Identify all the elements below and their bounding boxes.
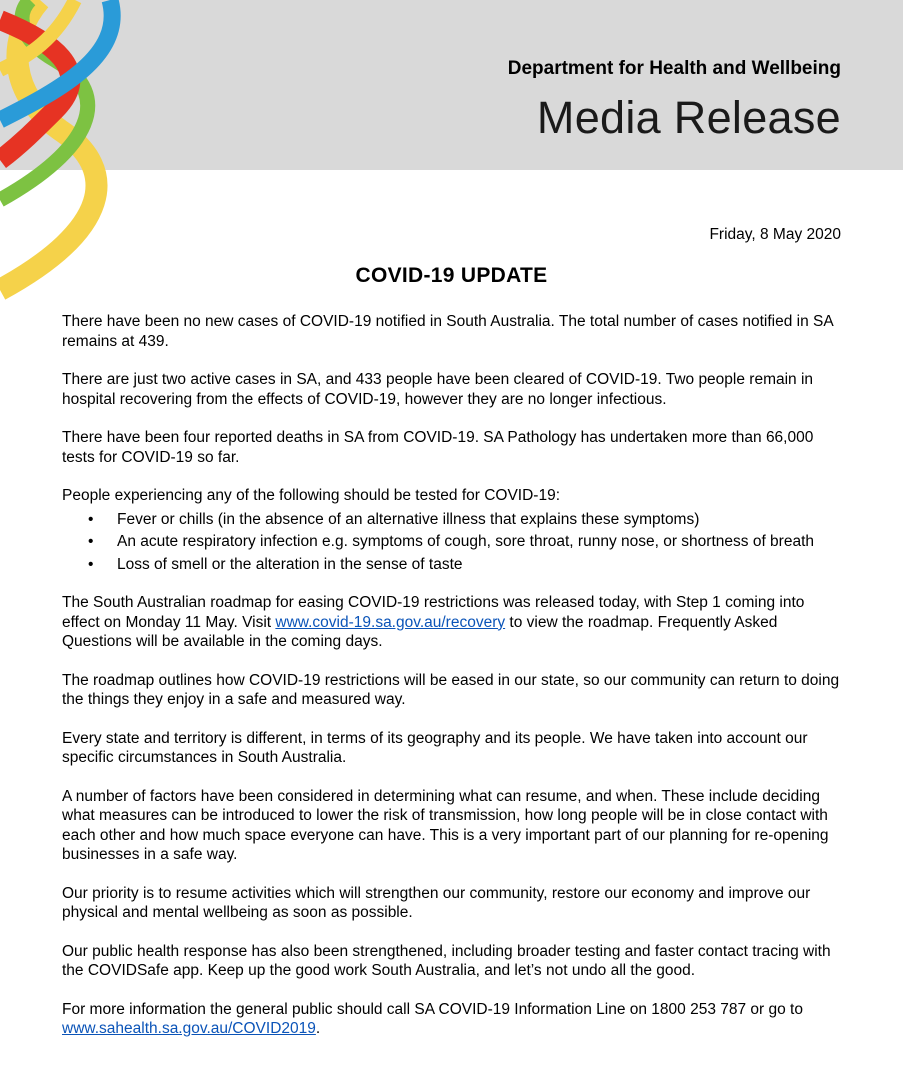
symptom-list-item: • Fever or chills (in the absence of an alternative illness that explains these symptoms) xyxy=(62,510,844,530)
roadmap-text-after: to view the roadmap. Frequently Asked Questions will be available in the coming days. xyxy=(62,613,778,650)
paragraph-testing-intro: People experiencing any of the following should be tested for COVID-19: xyxy=(62,487,561,504)
page-title: COVID-19 UPDATE xyxy=(355,264,548,287)
sahealth-link[interactable]: www.sahealth.sa.gov.au/COVID2019 xyxy=(62,1020,316,1037)
paragraph-active-cases: There are just two active cases in SA, and 433 people have been cleared of COVID-19. Two people remain in hospital recovering from the effects of COVID-19, however they are no longer infectious. xyxy=(62,371,814,408)
paragraph-priority: Our priority is to resume activities which will strengthen our community, restore our economy and improve our physical and mental wellbeing as soon as possible. xyxy=(62,884,811,921)
recovery-link[interactable]: www.covid-19.sa.gov.au/recovery xyxy=(275,613,506,631)
ribbon-logo-graphic xyxy=(0,0,130,300)
paragraph-state-differences: Every state and territory is different, in terms of its geography and its people. We have taken into account our specific circumstances in South Australia. xyxy=(62,729,808,766)
paragraph-health-response: Our public health response has also been strengthened, including broader testing and faster contact tracing with the COVIDSafe app. Keep up the good work South Australia, and let’s not undo all the good. xyxy=(62,942,831,979)
more-info-text-before: For more information the general public should call SA COVID-19 Information Line on 1800 253 787 or go to xyxy=(62,1000,803,1018)
paragraph-more-info xyxy=(62,1000,844,1039)
more-info-text-after: . xyxy=(315,1020,321,1037)
roadmap-text-before: The South Australian roadmap for easing COVID-19 restrictions was released today, with Step 1 coming into effect on Monday 11 May. Visit xyxy=(62,594,805,631)
release-body xyxy=(62,312,844,1058)
symptom-list-item: • Loss of smell or the alteration in the sense of taste xyxy=(62,555,844,575)
paragraph-factors: A number of factors have been considered in determining what can resume, and when. These include deciding what measures can be introduced to lower the risk of transmission, how long people will be in close contact with each other and how much space everyone can have. This is a very important part of our planning for re-opening businesses in a safe way. xyxy=(62,787,829,863)
symptom-list-item: • An acute respiratory infection e.g. symptoms of cough, sore throat, runny nose, or shortness of breath xyxy=(62,532,844,552)
department-name: Department for Health and Wellbeing xyxy=(507,58,841,79)
paragraph-roadmap xyxy=(62,593,844,652)
paragraph-deaths-tests: There have been four reported deaths in SA from COVID-19. SA Pathology has undertaken more than 66,000 tests for COVID-19 so far. xyxy=(62,429,814,466)
paragraph-roadmap-outline: The roadmap outlines how COVID-19 restrictions will be eased in our state, so our community can return to doing the things they enjoy in a safe and measured way. xyxy=(62,671,840,708)
paragraph-cases: There have been no new cases of COVID-19 notified in South Australia. The total number of cases notified in SA remains at 439. xyxy=(62,313,833,350)
symptom-list xyxy=(62,510,844,575)
media-release-heading: Media Release xyxy=(536,92,841,143)
header-band xyxy=(0,0,903,170)
release-date: Friday, 8 May 2020 xyxy=(709,226,841,243)
